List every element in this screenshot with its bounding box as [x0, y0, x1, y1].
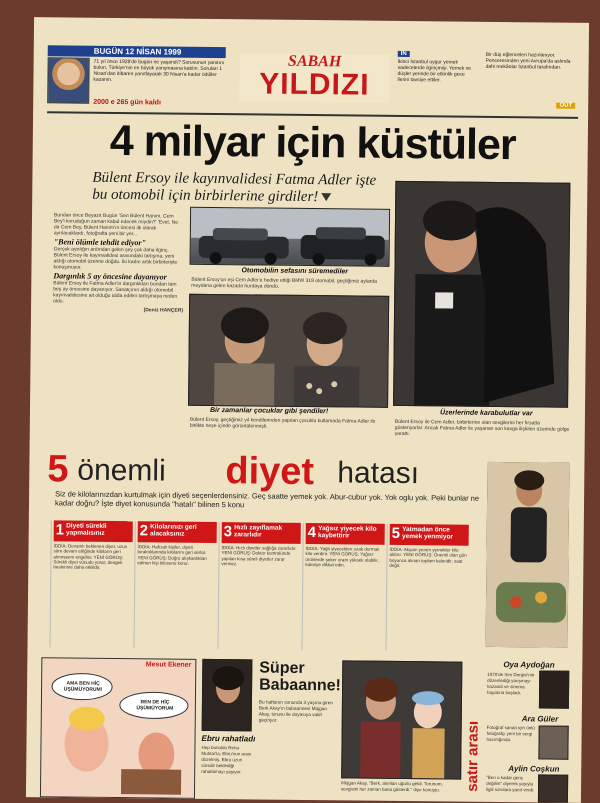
- article-subheading-2: Dargınlık 5 ay öncesine dayanıyor: [53, 271, 167, 282]
- diet-tip-text: İDDİA: Yağlı yiyecekten uzak durmak kilo verdirir. YENİ GÖRÜŞ: Yağsız ürünlerde şeker oranı yüksek olabilir, kaloriye dikkat edin.: [305, 545, 380, 568]
- diet-tip-header: [54, 520, 133, 542]
- diet-tip-text: İDDİA: Hafızalı kişiler, diyeti bıraktıklarında kilolarını geri alırlar. YENİ GÖRÜŞ: Doğru alışkanlıkları edinen kişi kilosunu korur.: [137, 544, 207, 566]
- diet-tip-text: İDDİA: Hızlı diyetler sağlığa zararlıdır. YENİ GÖRÜŞ: Doktor kontrolünde yapılan kısa süreli diyetler zarar vermez.: [221, 545, 297, 567]
- diet-tip-number: 3: [223, 523, 233, 541]
- diet-tip-title: Kilolarınızı geri alacaksınız: [150, 523, 197, 538]
- ebru-photo: [202, 659, 253, 732]
- car-caption-title: Otomobilin sefasını süremediler: [241, 267, 349, 276]
- diet-tip: [385, 524, 468, 652]
- diet-tip-text: İDDİA: Devamlı beklenen diyet, uzun süre devam ettiğinde kiloların geri alınmasını engeller. YENİ GÖRÜŞ: Sürekli diyet vücudu yorar; dengeli beslenme daha etkilidir.: [53, 543, 128, 571]
- out-tag: OUT: [556, 103, 575, 109]
- out-box: [485, 52, 576, 109]
- arrow-down-icon: [321, 193, 331, 201]
- diet-tip-number: 2: [139, 522, 149, 540]
- main-headline: 4 milyar için küstüler: [109, 116, 516, 170]
- ebru-text: Hep bunuldu Reha Muhtar'la, Ebru'nun arası düzelmiş. Ebru uzun süredir beklediği rahatlamayı yaşıyor.: [201, 744, 252, 775]
- diet-tip-number: 4: [307, 524, 317, 542]
- person-name-1: Oya Aydoğan: [503, 660, 555, 670]
- diet-tip-title: Diyeti sürekli yapmalısınız: [66, 522, 107, 537]
- super-title-2: Babaanne!: [259, 676, 341, 695]
- diet-tip-text: İDDİA: Akşam yenen yemekler kilo aldırır. YENİ GÖRÜŞ: Önemli olan gün boyunca alınan toplam kaloridir, saat değil.: [389, 546, 467, 568]
- person-photo-1: [539, 670, 569, 708]
- diet-tip-header: [222, 522, 301, 544]
- article-column: [53, 212, 184, 313]
- diet-tip-header: [138, 521, 217, 543]
- person-photo-2: [538, 725, 568, 759]
- babaanne-caption: Müjgan Akay, "Berk, alımları uğurlu geldi. Torunum, sevgisini her zaman bana gösterdi." diye konuştu.: [341, 780, 443, 793]
- car-caption: Bülent Ersoy'un eşi Cem Adler'e hediye ettiği BMW 318 otomobil, geçtiğimiz aylarda meydana gelen kazada hurdaya döndü.: [191, 276, 377, 290]
- diet-tip-number: 5: [391, 524, 401, 542]
- diet-tip: [217, 522, 300, 650]
- diet-tip-title: Yatmadan önce yemek yenmiyor: [401, 525, 454, 541]
- in-text: İkinci İstanbul uygur yemek sadecelerde ilginçmişi. Yemek ve düşler yerinde bir etkinlik gece ilerini tavsiye ettiler.: [397, 58, 471, 84]
- person-photo-3: [538, 774, 568, 802]
- diet-tip-header: [390, 524, 469, 546]
- promo-text: 71 yıl önce 1928'de bugün ne yaşandı? Sorusunun yanıtını bulun, Türkiye'nin en büyük yarışmasına katılın. Soruları 1 Nisan'dan itibaren yanıtlayarak 30 Nisan'a kadar ödüller kazanın.: [93, 58, 225, 83]
- model-photo: [486, 462, 570, 648]
- super-title-1: Süper: [259, 659, 305, 677]
- car-illustration: [191, 208, 391, 267]
- countdown-text: 2000 e 265 gün kaldı: [93, 98, 161, 107]
- cartoon-artist: Mesut Ekener: [145, 661, 192, 669]
- couple-caption-title: Üzerlerinde karabulutlar var: [439, 409, 533, 418]
- out-text: Bir düş eğlenceleri hazırlanıyor. Penceresinden yeni Avrupa'da aslında dahi mekânlar İstanbul tarafından.: [485, 51, 571, 71]
- couple-caption: Bülent Ersoy ile Cem Adler, birbirlerine olan sevgilerini her fırsatta gösteriyorlar. Ancak Fatma Adler ile yaşanan son kavga ilişkileri üzerinde gölge yarattı.: [394, 418, 570, 438]
- group-photo: [188, 294, 389, 408]
- article-subheading-1: "Beni ölümle tehdit ediyor": [53, 237, 147, 248]
- cartoon-bubble-2: BEN DE HİÇ ÜŞÜMÜYORUM: [136, 699, 174, 712]
- person-name-3: Aylin Coşkun: [508, 764, 560, 774]
- person-text-1: 1970'de Ses Dergisi'nin düzenlediği yarışmayı kazandı ve sinema hayatına başladı.: [487, 671, 535, 696]
- diet-tip: [133, 521, 216, 649]
- in-tag: İN: [398, 51, 410, 57]
- person-text-3: "Ben o kadar genç değilim" diyerek yaşıyla ilgili sorulara yanıt verdi.: [486, 774, 535, 793]
- diet-tip-number: 1: [55, 521, 65, 539]
- diet-tip-header: [306, 523, 385, 545]
- group-caption: Bülent Ersoy, geçtiğimiz yıl kendilerinden yapılan çocuklu kutlamada Fatma Adler ile birlikte neşe içinde görüntülenmişti.: [189, 416, 376, 430]
- person-name-2: Ara Güler: [521, 714, 559, 724]
- person-text-2: Fotoğraf sanatı için ünlü fotoğrafçı yeni bir sergi hazırlığında.: [486, 724, 535, 743]
- diet-subtitle: Siz de kilolarınızdan kurtulmak için diyeti seçenlerdensiniz. Geç saatte yemek yok. Abur-cubur yok. Yok oglu yok. Peki bunlar ne kadar doğru? İşte diyet konusunda "hatalı" bilinen 5 konu: [54, 489, 480, 510]
- ebru-title: Ebru rahatladı: [201, 733, 256, 744]
- diet-tip-title: Hızlı zayıflamak zararlıdır: [233, 524, 283, 539]
- in-box: [397, 51, 478, 108]
- babaanne-photo: [341, 660, 462, 779]
- group-caption-title: Bir zamanlar çocuklar gibi şendiler!: [209, 406, 329, 416]
- masthead-portrait: [47, 57, 89, 103]
- diet-title: 5 önemli diyet hatası: [47, 448, 420, 494]
- super-text: Bu haftanın sonunda 3 yaşına giren Berk Akay'ın babaannesi Müjgan Akay, torunu ile doyasıya vakit geçiriyor.: [258, 699, 333, 723]
- article-signature: (Deniz HANÇER): [143, 307, 184, 314]
- newspaper-page: [26, 17, 589, 803]
- couple-photo: [393, 181, 570, 408]
- diet-tip-title: Yağsız yiyecek kilo kaybettirir: [317, 525, 377, 540]
- cartoon-panel: [40, 657, 196, 799]
- date-bar: BUGÜN 12 NİSAN 1999: [48, 45, 226, 58]
- car-photo: [190, 207, 391, 267]
- subhead: Bülent Ersoy ile kayınvalidesi Fatma Adler işte bu otomobil için birbirlerine girdiler!: [92, 169, 377, 206]
- diet-tip: [301, 523, 384, 651]
- article-para-2: Bülent Ersoy ile Fatma Adler'in dargınlıkları bundan tam beş ay öncesine dayanıyor. Sanatçının aldığı otomobil kayınvalidesine ait olduğu iddia edilen tartışmaya neden oldu.: [53, 280, 178, 305]
- sabah-yildizi-logo: SABAH YILDIZI: [239, 53, 389, 103]
- article-intro: Bundan önce Beyazıt Bugün 'Sen Bülent Hanım, Cem Bey'i koruduğun zaman kabul edecek miydin?' 'Evet, Ne da Cem Bey, Bülent Hanım'ın öncesi ilk olarak ayrılacaklardı, fotoğrafta yeni bir yer...: [53, 212, 179, 238]
- diet-tip: [50, 520, 133, 648]
- satir-arasi-label: satır arası: [464, 721, 482, 793]
- article-para-1: Gerçek ayrılığın ardından gelen şey çok daha ilginç. Bülent Ersoy ile kayınvalidesi arasındaki tartışma, yeni aldığı otomobil üzerine doğdu. İki kadın artık birbirleriyle konuşmuyor.: [53, 246, 178, 271]
- cartoon-bubble-1: AMA BEN HİÇ ÜŞÜMÜYORUM!: [63, 680, 103, 693]
- masthead-strip: [47, 45, 579, 119]
